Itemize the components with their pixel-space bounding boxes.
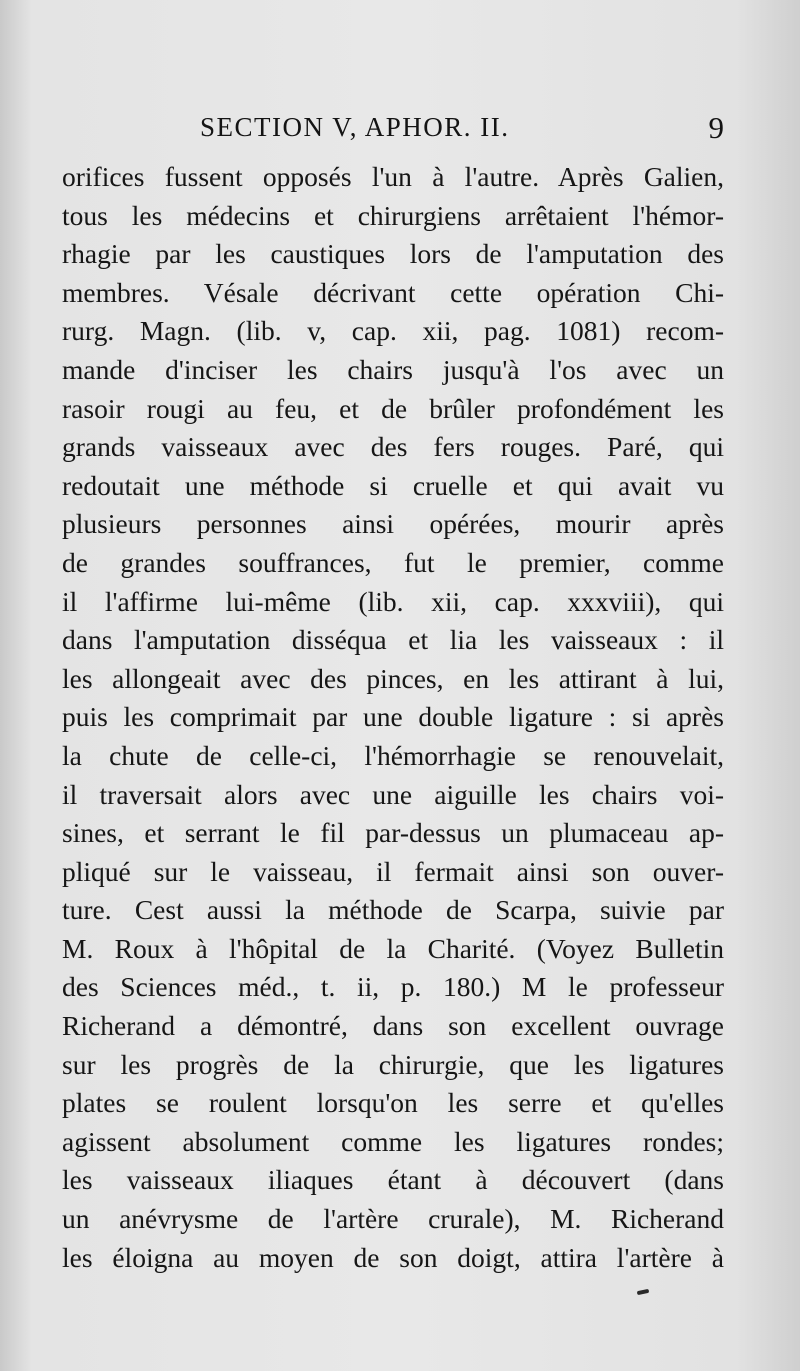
text-line: les allongeait avec des pinces, en les attirant à lui, [62,662,724,694]
text-line: pliqué sur le vaisseau, il fermait ainsi son ouver- [62,855,724,887]
text-line: rurg. Magn. (lib. v, cap. xii, pag. 1081) recom- [62,315,724,347]
text-line: plates se roulent lorsqu'on les serre et qu'elles [62,1087,724,1119]
text-line: il traversait alors avec une aiguille les chairs voi- [62,778,724,810]
text-line: membres. Vésale décrivant cette opération Chi- [62,276,724,308]
text-line: orifices fussent opposés l'un à l'autre. Après Galien, [62,161,724,192]
text-line: il l'affirme lui-même (lib. xii, cap. xxxviii), qui [62,585,724,617]
text-line: les éloigna au moyen de son doigt, attira l'artère à [62,1241,724,1273]
text-line: redoutait une méthode si cruelle et qui avait vu [62,469,724,501]
text-line: Richerand a démontré, dans son excellent ouvrage [62,1010,724,1042]
text-line: M. Roux à l'hôpital de la Charité. (Voyez Bulletin [62,932,724,964]
text-line: rasoir rougi au feu, et de brûler profondément les [62,392,724,424]
text-line: dans l'amputation disséqua et lia les vaisseaux : il [62,624,724,656]
text-line: des Sciences méd., t. ii, p. 180.) M le professeur [62,971,724,1003]
text-line: sur les progrès de la chirurgie, que les ligatures [62,1048,724,1080]
text-line: rhagie par les caustiques lors de l'amputation des [62,238,724,270]
page-number: 9 [708,110,724,145]
text-line: plusieurs personnes ainsi opérées, mourir après [62,508,724,540]
text-line: la chute de celle-ci, l'hémorrhagie se renouvelait, [62,739,724,771]
text-line: un anévrysme de l'artère crurale), M. Richerand [62,1203,724,1235]
text-line: mande d'inciser les chairs jusqu'à l'os avec un [62,353,724,385]
text-line: tous les médecins et chirurgiens arrêtaient l'hémor- [62,199,724,231]
page-header [62,112,724,152]
ink-speck [637,1289,650,1295]
text-line: de grandes souffrances, fut le premier, comme [62,546,724,578]
body-text [62,158,724,1277]
text-line: puis les comprimait par une double ligature : si après [62,701,724,733]
text-line: sines, et serrant le fil par-dessus un plumaceau ap- [62,817,724,849]
running-head: SECTION V, APHOR. II. [200,112,510,142]
text-line: les vaisseaux iliaques étant à découvert (dans [62,1164,724,1196]
text-line: agissent absolument comme les ligatures rondes; [62,1125,724,1157]
text-line: grands vaisseaux avec des fers rouges. Paré, qui [62,431,724,463]
text-line: ture. Cest aussi la méthode de Scarpa, suivie par [62,894,724,926]
